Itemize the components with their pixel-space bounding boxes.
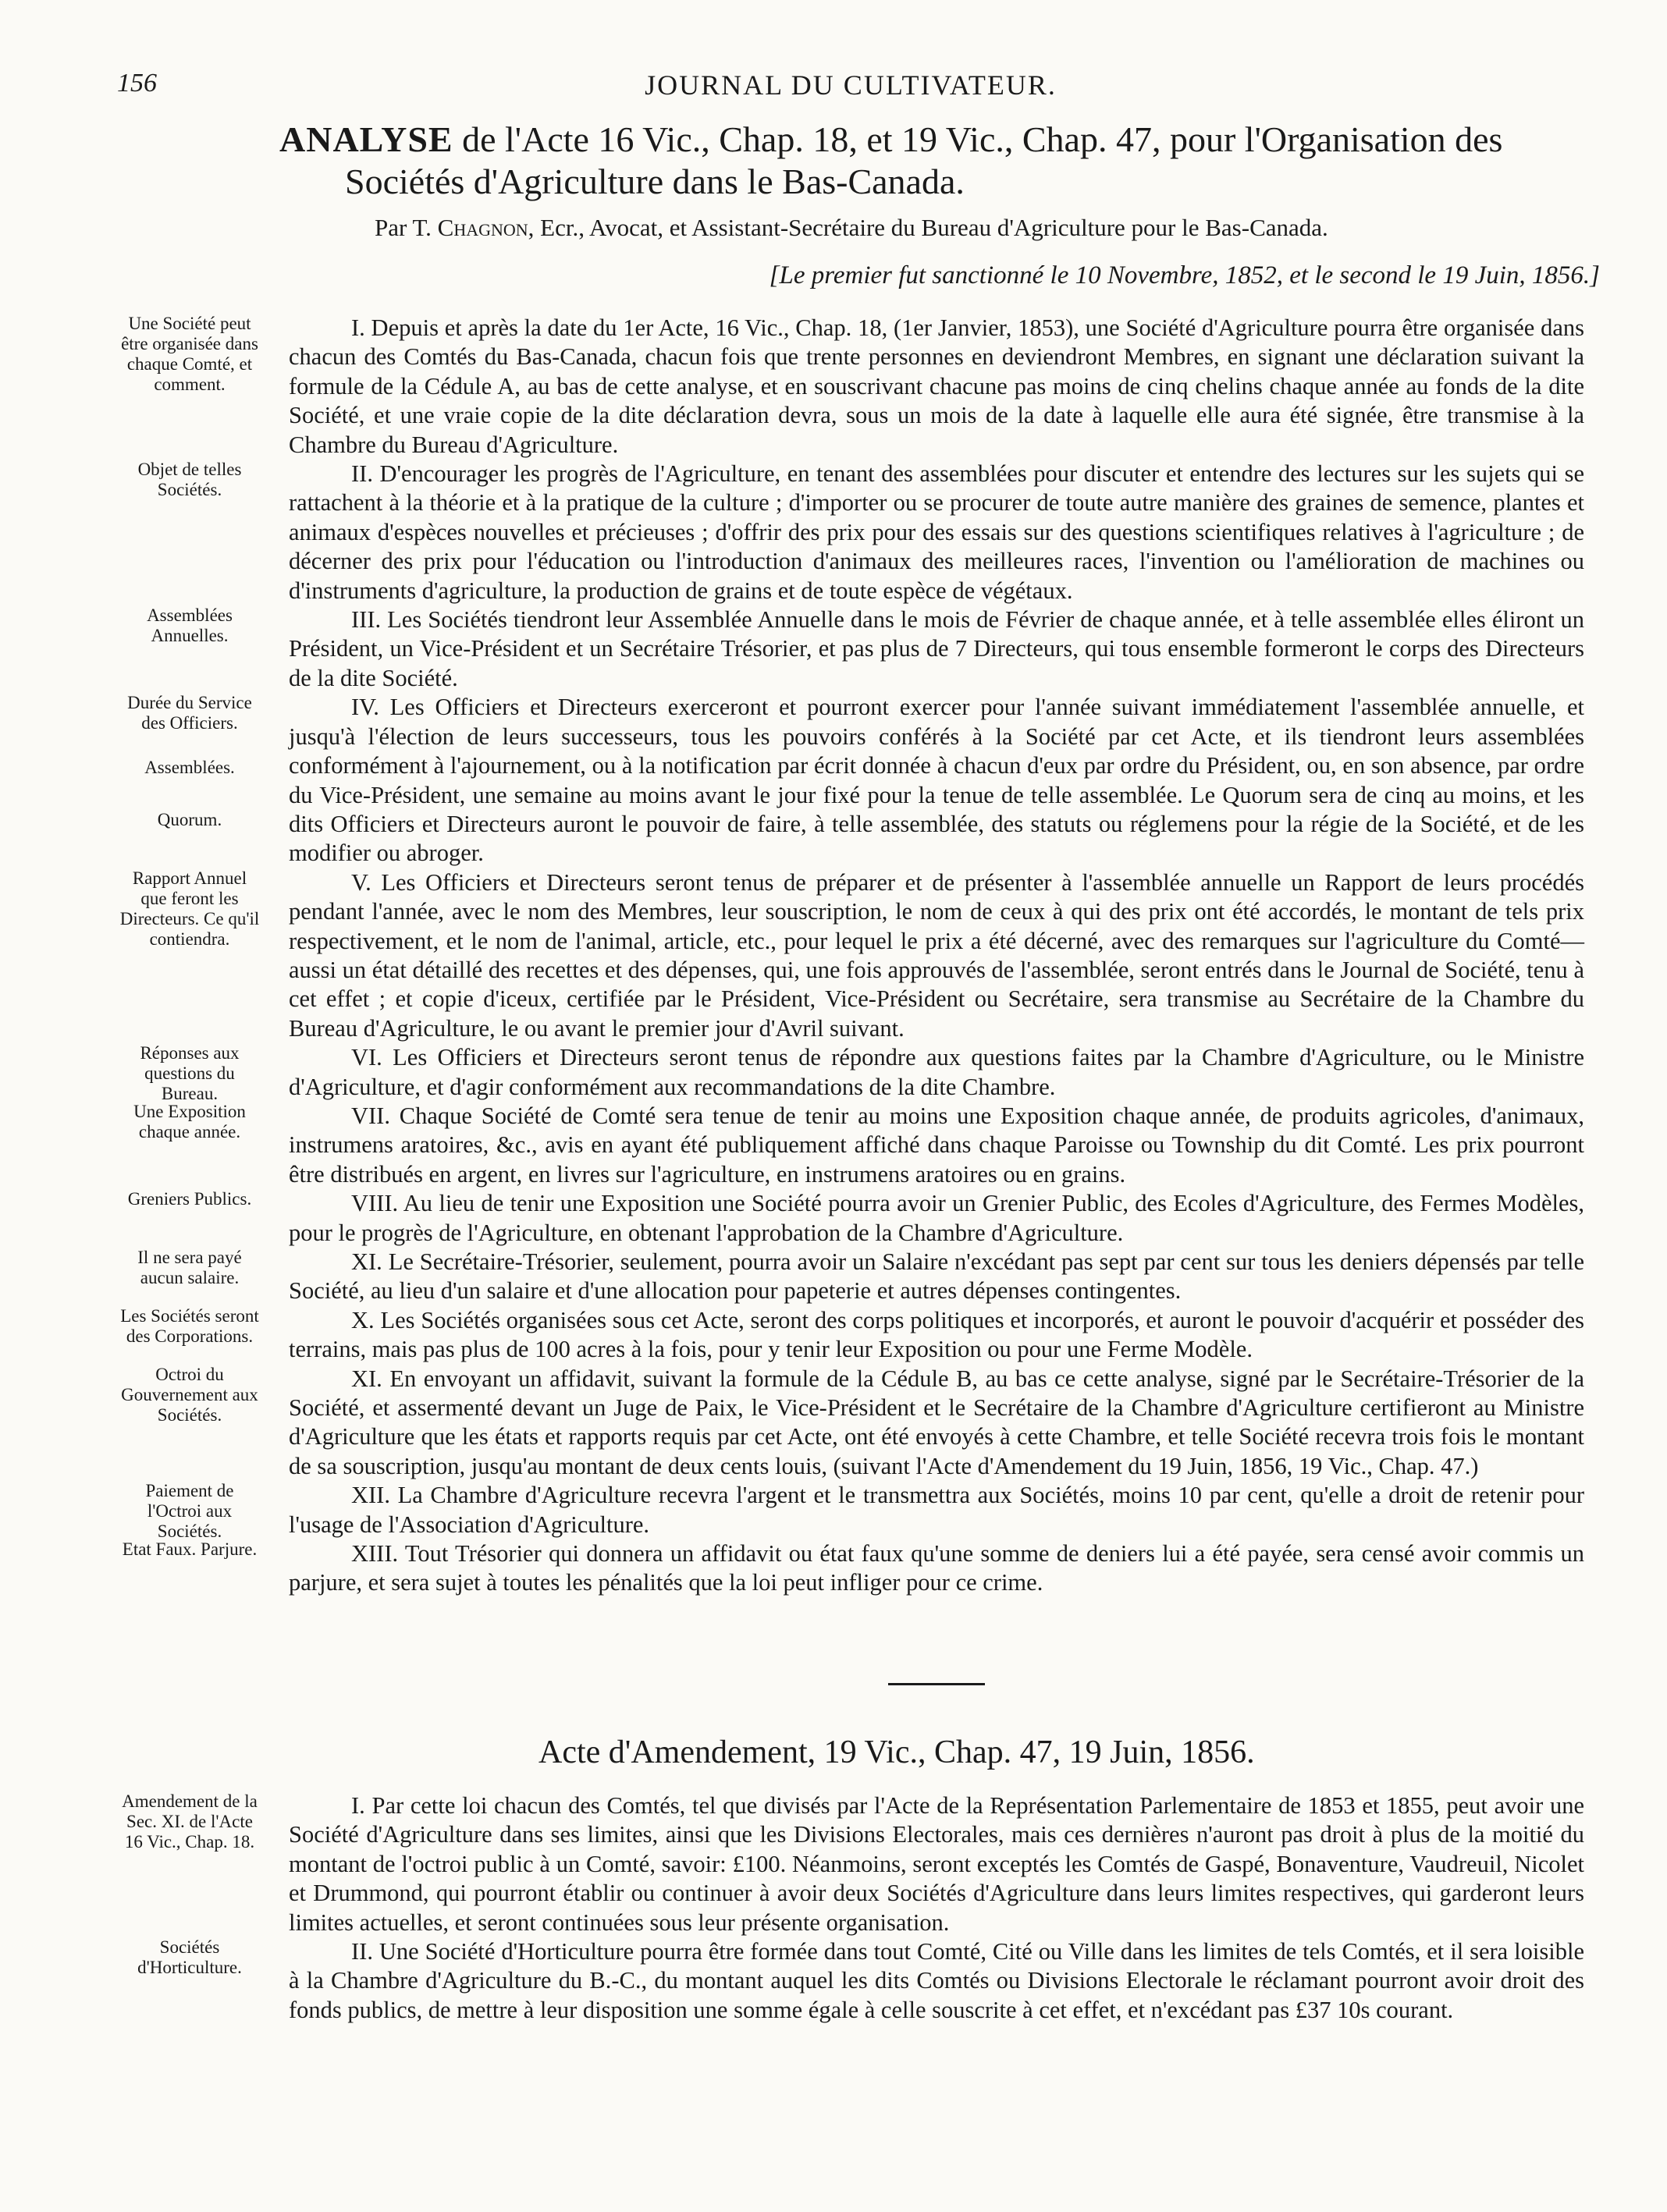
section-4 (127, 693, 1584, 868)
margin-note: Amendement de la Sec. XI. de l'Acte 16 Vic., Chap. 18. (122, 1791, 258, 1852)
margin-note: Greniers Publics. (127, 1189, 252, 1209)
margin-note: Octroi du Gouvernement aux Sociétés. (121, 1364, 258, 1425)
margin-note: Etat Faux. Parjure. (122, 1539, 258, 1560)
section-2 (137, 460, 1584, 605)
margin-note: Quorum. (157, 810, 222, 830)
byline (375, 214, 1608, 242)
section-text: XI. Le Secrétaire-Trésorier, seulement, pourra avoir un Salaire n'excédant pas sept par cent sur tous les deniers dépensés par telle Société, au lieu d'un salaire et d'une allocation pour papeterie et autres dépenses contingentes. (289, 1248, 1584, 1305)
section-3 (147, 605, 1584, 693)
section-text: VIII. Au lieu de tenir une Exposition une Société pourra avoir un Grenier Public, des Ecoles d'Agriculture, des Fermes Modèles, pour le progrès de l'Agriculture, en obtenant l'approbation de la Chambre d'Agriculture. (289, 1190, 1584, 1246)
section-text: I. Par cette loi chacun des Comtés, tel que divisés par l'Acte de la Représentation Parlementaire de 1853 et 1855, peut avoir une Société d'Agriculture dans ses limites, ainsi que les Divisions Electorales, mais ces dernières n'auront pas droit à plus de la moitié du montant de l'octroi public à un Comté, savoir: £100. Néanmoins, seront exceptés les Comtés de Gaspé, Bonaventure, Vaudreuil, Nicolet et Drummond, qui pourront établir ou continuer à avoir deux Sociétés d'Agriculture dans leurs limites respectives, qui garderont leurs limites actuelles, et seront continuées sous leur présente organisation. (289, 1792, 1584, 1936)
margin-note: Les Sociétés seront des Corporations. (120, 1305, 259, 1346)
section-10 (120, 1305, 1584, 1365)
section-text: XI. En envoyant un affidavit, suivant la formule de la Cédule B, au bas ce cette analyse, signé par le Secrétaire-Trésorier de la Société, et assermenté devant un Juge de Paix, le Vice-Président et le Secrétaire de la Chambre d'Agriculture certifieront au Ministre d'Agriculture que les états et rapports requis par cet Acte, ont été envoyés à cette Chambre, et telle Société recevra trois fois le montant de sa souscription, jusqu'au montant de deux cents louis, (suivant l'Acte d'Amendement du 19 Juin, 1856, 19 Vic., Chap. 47.) (289, 1365, 1584, 1479)
margin-note: Une Exposition chaque année. (133, 1101, 246, 1142)
margin-note: Assemblées Annuelles. (147, 605, 233, 646)
section-1 (121, 314, 1584, 460)
amendment-title: Acte d'Amendement, 19 Vic., Chap. 47, 19 Juin, 1856. (538, 1734, 1255, 1770)
section-8 (127, 1189, 1584, 1248)
margin-note: Assemblées. (144, 758, 235, 778)
section-text: II. Une Société d'Horticulture pourra être formée dans tout Comté, Cité ou Ville dans les limites de tels Comtés, et il sera loisible à la Chambre d'Agriculture du B.-C., du montant auquel les dits Comtés ou Divisions Electorale le réclamant pourront avoir droit des fonds publics, de mettre à leur disposition une somme égale à celle souscrite à cet effet, et n'excédant pas £37 10s courant. (289, 1938, 1584, 2023)
section-text: V. Les Officiers et Directeurs seront tenus de préparer et de présenter à l'assemblée annuelle un Rapport de leurs procédés pendant l'année, avec le nom des Membres, leur souscription, le nom de ceux à qui des prix ont été accordés, le montant de tels prix respectivement, et le nom de l'animal, article, etc., pour lequel le prix a été décerné, avec des remarques sur l'agriculture du Comté—aussi un état détaillé des recettes et des dépenses, qui, une fois approuvés de l'assemblée, seront entrés dans le Journal de Société, tenu à cet effet ; et copie d'iceux, certifiée par le Président, Vice-Président ou Secrétaire, sera transmise au Secrétaire de la Chambre du Bureau d'Agriculture, le ou avant le premier jour d'Avril suivant. (289, 868, 1584, 1042)
title-lead: ANALYSE (279, 119, 453, 159)
section-text: II. D'encourager les progrès de l'Agriculture, en tenant des assemblées pour discuter et entendre des lectures sur les sujets qui se rattachent à la théorie et à la pratique de la culture ; d'importer ou se procurer de toute autre manière des graines de semence, plantes et animaux d'espèces nouvelles et précieuses ; d'offrir des prix pour des essais sur des questions scientifiques relatives à l'agriculture ; de décerner des prix pour l'éducation ou l'introduction d'animaux des meilleures races, l'invention ou l'amélioration de machines ou d'instruments d'agriculture, la production de grains et de toute espèce de végétaux. (289, 460, 1584, 604)
amendment-section-2 (137, 1937, 1584, 2025)
byline-prefix: Par T. (375, 214, 438, 241)
title-line1: de l'Acte 16 Vic., Chap. 18, et 19 Vic., Chap. 47, pour l'Organisation des (453, 119, 1503, 159)
section-text: VI. Les Officiers et Directeurs seront tenus de répondre aux questions faites par la Chambre d'Agriculture, ou le Ministre d'Agriculture, et d'agir conformément aux recommandations de la dite Chambre. (289, 1044, 1584, 1100)
amendment-section-1 (122, 1791, 1584, 1937)
page-number: 156 (117, 69, 157, 98)
byline-rest: , Ecr., Avocat, et Assistant-Secrétaire du Bureau d'Agriculture pour le Bas-Canada. (528, 214, 1328, 241)
margin-note: Durée du Service des Officiers. (127, 693, 252, 733)
article-body (119, 314, 1584, 1598)
section-11 (121, 1364, 1584, 1482)
title-line2: Sociétés d'Agriculture dans le Bas-Canada. (345, 162, 965, 201)
margin-note: Sociétés d'Horticulture. (137, 1937, 242, 1978)
margin-note: Rapport Annuel que feront les Directeurs. Ce qu'il contiendra. (119, 868, 260, 949)
margin-note: Objet de telles Sociétés. (137, 460, 242, 500)
section-text: III. Les Sociétés tiendront leur Assemblée Annuelle dans le mois de Février de chaque année, et à telle assemblée elles éliront un Président, un Vice-Président et un Secrétaire Trésorier, et pas plus de 7 Directeurs, qui tous ensemble formeront le corps des Directeurs de la dite Société. (289, 606, 1584, 691)
byline-name: Chagnon (437, 214, 528, 241)
margin-note: Une Société peut être organisée dans chaque Comté, et comment. (121, 314, 258, 394)
article-title (279, 119, 1614, 203)
section-6 (140, 1043, 1584, 1104)
section-text: VII. Chaque Société de Comté sera tenue de tenir au moins une Exposition chaque année, de produits agricoles, d'animaux, instrumens aratoires, &c., avis en ayant été publiquement affiché dans chaque Paroisse ou Township du dit Comté. Les prix pourront être distribués en argent, en livres sur l'agriculture, en instrumens aratoires ou en grains. (289, 1102, 1584, 1188)
margin-note: Il ne sera payé aucun salaire. (137, 1248, 242, 1287)
page-header (117, 69, 1584, 108)
margin-note: Réponses aux questions du Bureau. (140, 1043, 240, 1104)
section-text: IV. Les Officiers et Directeurs exerceront et pourront exercer pour l'année suivant immédiatement l'assemblée annuelle, et jusqu'à l'élection de leurs successeurs, tous les pouvoirs conférés à la Société par cet Acte, et ils tiendront leurs assemblées conformément à l'ajournement, ou à la notification par écrit donnée à chacun d'eux par ordre du Président, ou, en son absence, par ordre du Vice-Président, une semaine au moins avant le jour fixé pour la tenue de telle assemblée. Le Quorum sera de cinq au moins, et les dits Officiers et Directeurs auront le pouvoir de faire, à telle assemblée, des statuts ou réglemens pour la régie de la Société, et de les modifier ou abroger. (289, 694, 1584, 867)
section-12 (145, 1481, 1584, 1542)
section-text: XII. La Chambre d'Agriculture recevra l'argent et le transmettra aux Sociétés, moins 10 par cent, qu'elle a droit de retenir pour l'usage de l'Association d'Agriculture. (289, 1482, 1584, 1538)
section-13 (122, 1539, 1584, 1598)
section-divider (888, 1683, 985, 1685)
section-text: X. Les Sociétés organisées sous cet Acte, seront des corps politiques et incorporés, et auront le pouvoir d'acquérir et posséder des terrains, mais pas plus de 100 acres à la fois, pour y tenir leur Exposition ou pour une Ferme Modèle. (289, 1306, 1584, 1363)
section-5 (119, 868, 1584, 1043)
section-text: XIII. Tout Trésorier qui donnera un affidavit ou état faux qu'une somme de deniers lui a été payée, sera censé avoir commis un parjure, et sera sujet à toutes les pénalités que la loi peut infliger pour ce crime. (289, 1540, 1584, 1596)
amendment-body (122, 1791, 1584, 2025)
journal-title: JOURNAL DU CULTIVATEUR. (645, 69, 1057, 101)
section-text: I. Depuis et après la date du 1er Acte, 16 Vic., Chap. 18, (1er Janvier, 1853), une Société d'Agriculture pourra être organisée dans chacun des Comtés du Bas-Canada, chacun fois que trente personnes en deviendront Membres, en signant une déclaration suivant la formule de la Cédule A, au bas de cette analyse, et en souscrivant chacune pas moins de cinq chelins chaque année au fonds de la dite Société, et une vraie copie de la dite déclaration devra, sous un mois de la date à laquelle elle aura été signée, être transmise à la Chambre du Bureau d'Agriculture. (289, 314, 1584, 458)
section-9 (137, 1248, 1584, 1306)
sanction-note: [Le premier fut sanctionné le 10 Novembre, 1852, et le second le 19 Juin, 1856.] (769, 261, 1600, 289)
section-7 (133, 1101, 1584, 1189)
margin-note: Paiement de l'Octroi aux Sociétés. (145, 1481, 234, 1542)
